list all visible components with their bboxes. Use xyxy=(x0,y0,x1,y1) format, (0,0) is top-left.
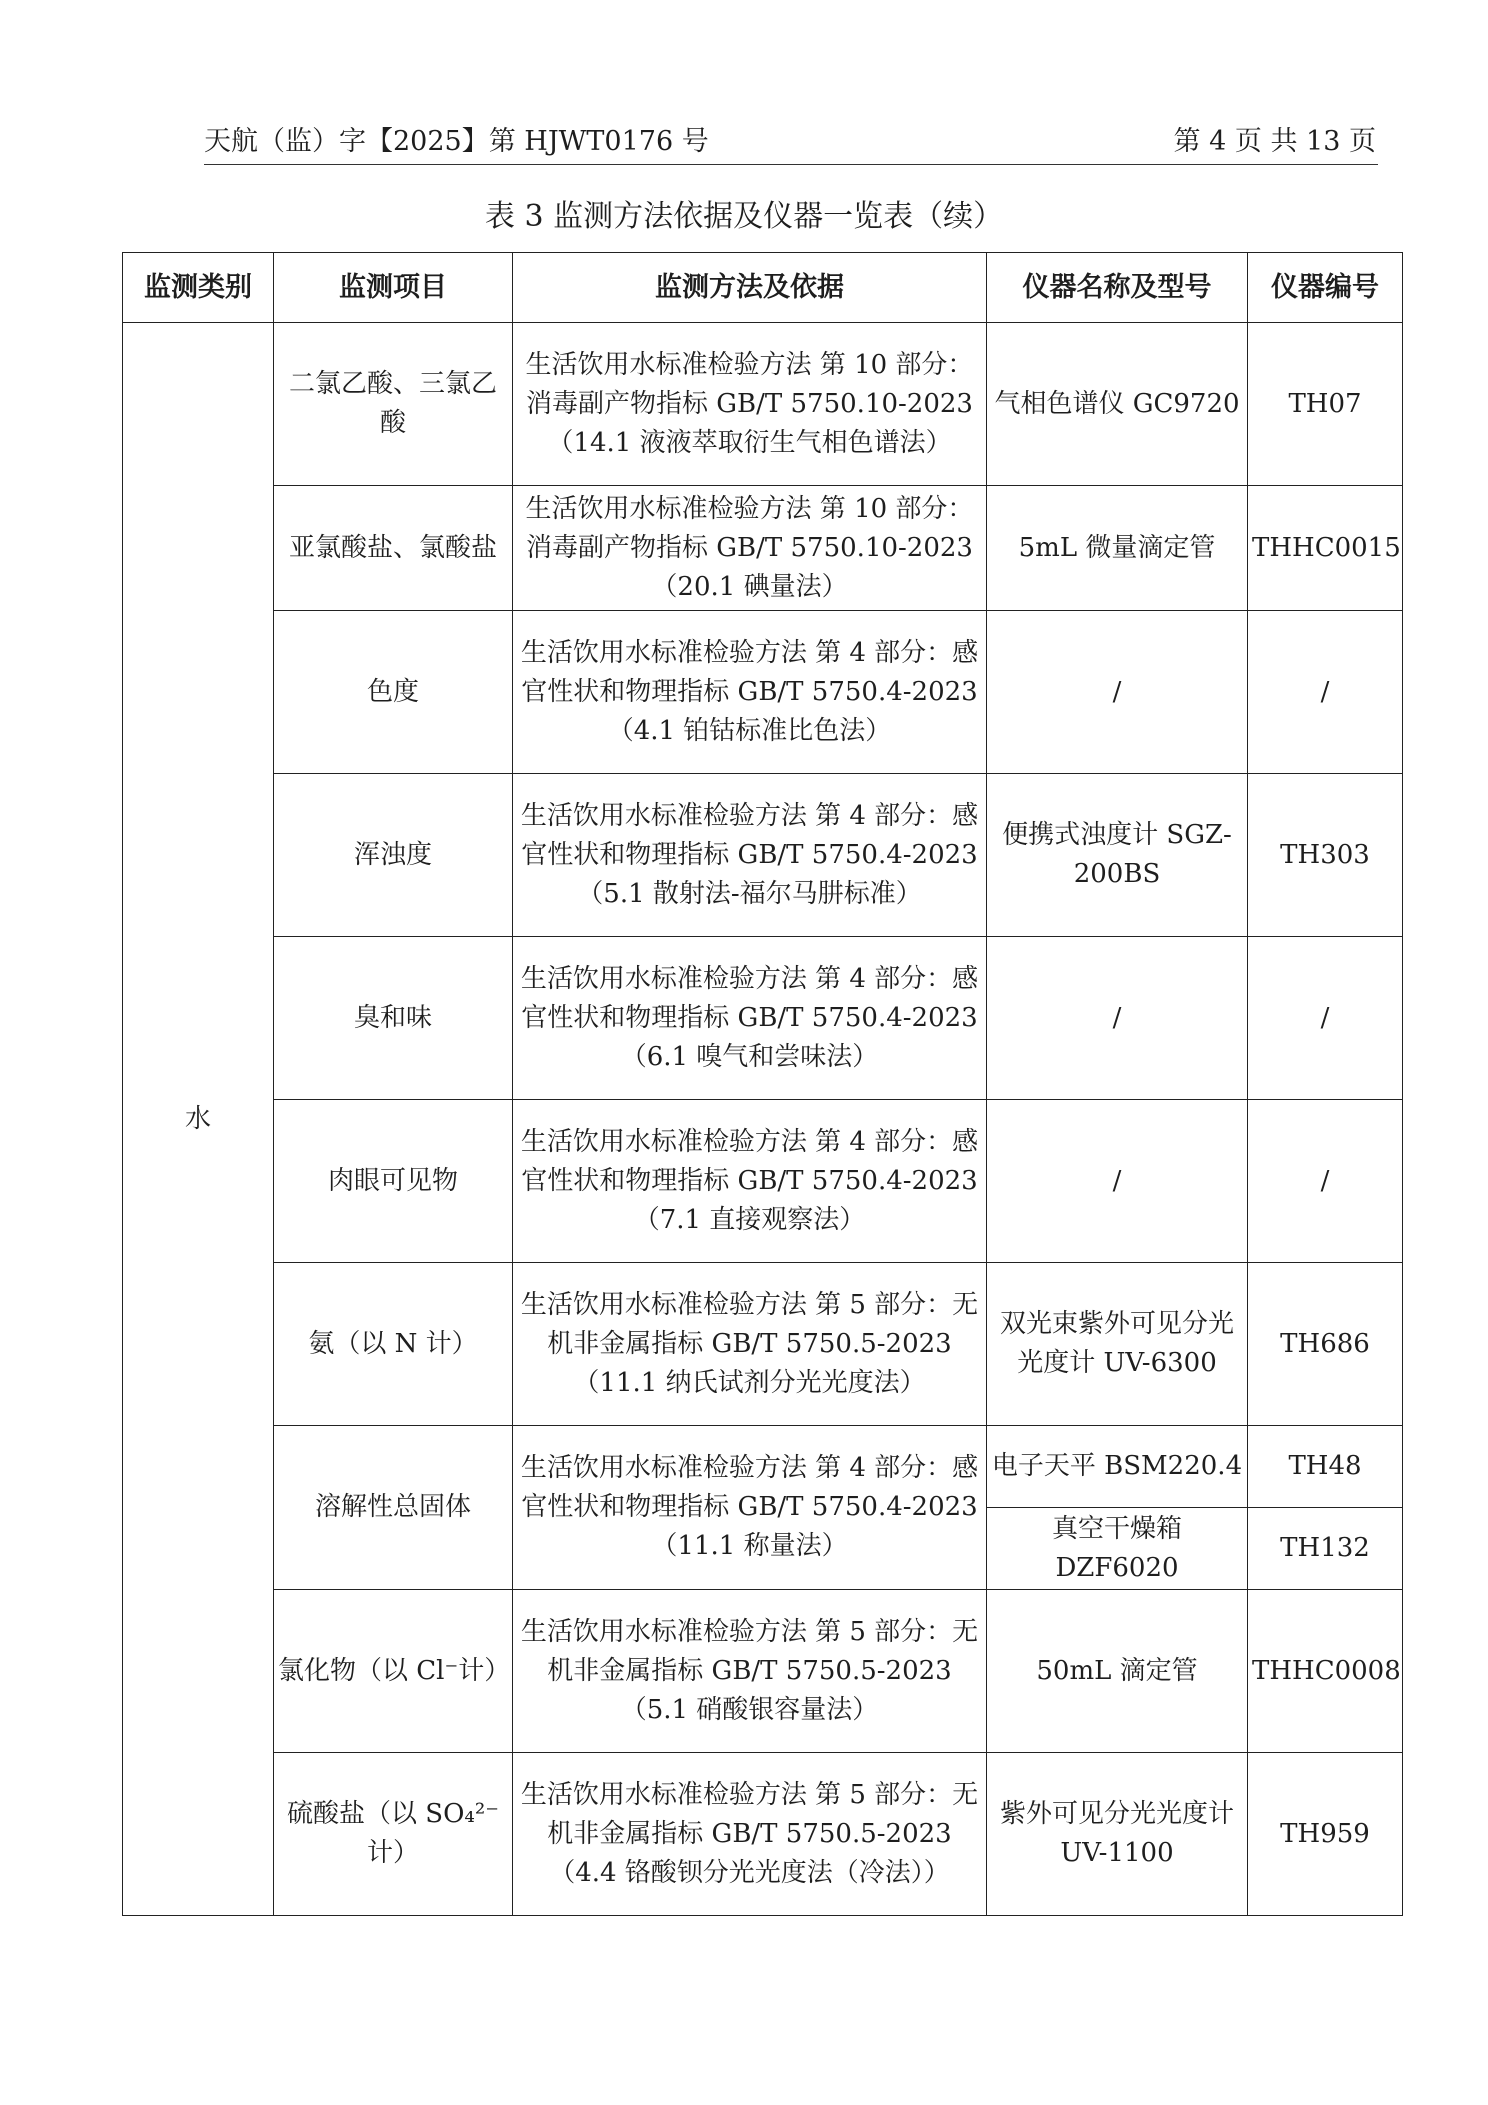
instrument-number-cell: TH48 xyxy=(1248,1426,1403,1508)
method-cell: 生活饮用水标准检验方法 第 5 部分：无机非金属指标 GB/T 5750.5-2023（4.4 铬酸钡分光光度法（冷法）） xyxy=(513,1753,987,1916)
instrument-cell: 紫外可见分光光度计 UV-1100 xyxy=(987,1753,1248,1916)
instrument-number-cell: TH132 xyxy=(1248,1508,1403,1590)
table-title: 表 3 监测方法依据及仪器一览表（续） xyxy=(484,199,1004,234)
instrument-cell: 气相色谱仪 GC9720 xyxy=(987,323,1248,486)
column-header-instrument: 仪器名称及型号 xyxy=(987,253,1248,323)
item-cell: 氯化物（以 Cl⁻计） xyxy=(274,1590,513,1753)
instrument-cell: 双光束紫外可见分光光度计 UV-6300 xyxy=(987,1263,1248,1426)
instrument-number-cell: TH303 xyxy=(1248,774,1403,937)
table-header-row xyxy=(123,253,1403,323)
instrument-number-cell: TH686 xyxy=(1248,1263,1403,1426)
item-cell: 色度 xyxy=(274,611,513,774)
instrument-cell: / xyxy=(987,937,1248,1100)
column-header-category: 监测类别 xyxy=(123,253,274,323)
category-cell: 水 xyxy=(123,323,274,1916)
instrument-cell: 真空干燥箱 DZF6020 xyxy=(987,1508,1248,1590)
instrument-cell: 5mL 微量滴定管 xyxy=(987,486,1248,611)
method-cell: 生活饮用水标准检验方法 第 4 部分：感官性状和物理指标 GB/T 5750.4-2023（4.1 铂钴标准比色法） xyxy=(513,611,987,774)
instrument-number-cell: / xyxy=(1248,937,1403,1100)
item-cell: 浑浊度 xyxy=(274,774,513,937)
method-cell: 生活饮用水标准检验方法 第 4 部分：感官性状和物理指标 GB/T 5750.4-2023（5.1 散射法-福尔马肼标准） xyxy=(513,774,987,937)
instrument-cell: / xyxy=(987,611,1248,774)
monitoring-methods-table xyxy=(122,252,1403,1916)
instrument-number-cell: TH959 xyxy=(1248,1753,1403,1916)
instrument-number-cell: THHC0015 xyxy=(1248,486,1403,611)
item-cell: 二氯乙酸、三氯乙酸 xyxy=(274,323,513,486)
table-row xyxy=(123,1100,1403,1263)
table-row xyxy=(123,323,1403,486)
table-row xyxy=(123,486,1403,611)
instrument-cell: 电子天平 BSM220.4 xyxy=(987,1426,1248,1508)
method-cell: 生活饮用水标准检验方法 第 10 部分：消毒副产物指标 GB/T 5750.10-2023（20.1 碘量法） xyxy=(513,486,987,611)
item-cell: 氨（以 N 计） xyxy=(274,1263,513,1426)
instrument-number-cell: / xyxy=(1248,611,1403,774)
item-cell: 硫酸盐（以 SO₄²⁻计） xyxy=(274,1753,513,1916)
column-header-instrument-number: 仪器编号 xyxy=(1248,253,1403,323)
header-divider xyxy=(204,164,1378,165)
table-row xyxy=(123,937,1403,1100)
item-cell: 亚氯酸盐、氯酸盐 xyxy=(274,486,513,611)
page-info: 第 4 页 共 13 页 xyxy=(1173,126,1376,157)
document-number: 天航（监）字【2025】第 HJWT0176 号 xyxy=(204,126,709,157)
item-cell: 肉眼可见物 xyxy=(274,1100,513,1263)
table-row xyxy=(123,1263,1403,1426)
method-cell: 生活饮用水标准检验方法 第 4 部分：感官性状和物理指标 GB/T 5750.4-2023（7.1 直接观察法） xyxy=(513,1100,987,1263)
instrument-number-cell: THHC0008 xyxy=(1248,1590,1403,1753)
method-cell: 生活饮用水标准检验方法 第 4 部分：感官性状和物理指标 GB/T 5750.4-2023（11.1 称量法） xyxy=(513,1426,987,1590)
method-cell: 生活饮用水标准检验方法 第 5 部分：无机非金属指标 GB/T 5750.5-2023（5.1 硝酸银容量法） xyxy=(513,1590,987,1753)
table-row xyxy=(123,1753,1403,1916)
table-row xyxy=(123,611,1403,774)
column-header-method: 监测方法及依据 xyxy=(513,253,987,323)
instrument-number-cell: / xyxy=(1248,1100,1403,1263)
method-cell: 生活饮用水标准检验方法 第 5 部分：无机非金属指标 GB/T 5750.5-2023（11.1 纳氏试剂分光光度法） xyxy=(513,1263,987,1426)
table-row xyxy=(123,1426,1403,1508)
item-cell: 臭和味 xyxy=(274,937,513,1100)
item-cell: 溶解性总固体 xyxy=(274,1426,513,1590)
instrument-number-cell: TH07 xyxy=(1248,323,1403,486)
method-cell: 生活饮用水标准检验方法 第 10 部分：消毒副产物指标 GB/T 5750.10-2023（14.1 液液萃取衍生气相色谱法） xyxy=(513,323,987,486)
instrument-cell: 50mL 滴定管 xyxy=(987,1590,1248,1753)
table-row xyxy=(123,774,1403,937)
column-header-item: 监测项目 xyxy=(274,253,513,323)
table-row xyxy=(123,1590,1403,1753)
instrument-cell: 便携式浊度计 SGZ-200BS xyxy=(987,774,1248,937)
method-cell: 生活饮用水标准检验方法 第 4 部分：感官性状和物理指标 GB/T 5750.4-2023（6.1 嗅气和尝味法） xyxy=(513,937,987,1100)
instrument-cell: / xyxy=(987,1100,1248,1263)
page-header xyxy=(204,120,1376,164)
